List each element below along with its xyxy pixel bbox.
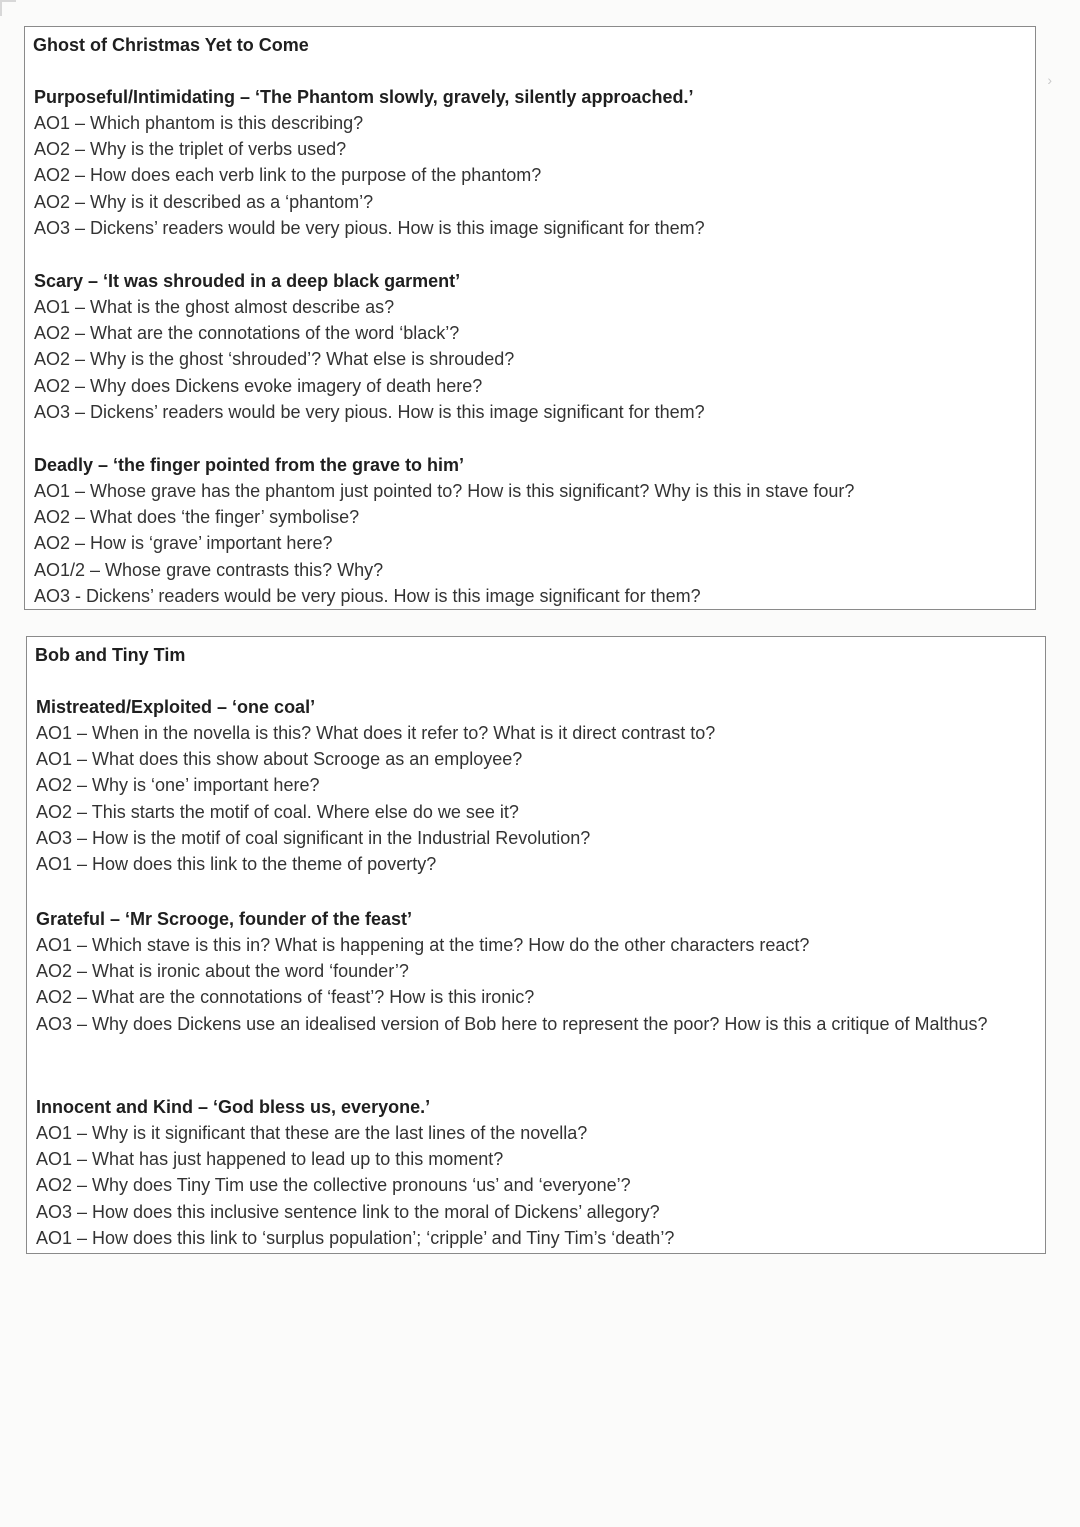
quote-heading: Innocent and Kind – ‘God bless us, everyone.’ xyxy=(36,1097,431,1117)
question-line: AO3 – How does this inclusive sentence link to the moral of Dickens’ allegory? xyxy=(36,1201,660,1222)
question-line: AO2 – How is ‘grave’ important here? xyxy=(34,533,333,554)
question-line: AO3 – Dickens’ readers would be very pious. How is this image significant for them? xyxy=(34,401,705,422)
quote-section xyxy=(34,268,1027,425)
question-line: AO1 – What is the ghost almost describe as? xyxy=(34,297,395,317)
question-line: AO1 – Why is it significant that these are the last lines of the novella? xyxy=(36,1123,588,1143)
quote-heading: Scary – ‘It was shrouded in a deep black garment’ xyxy=(34,271,461,291)
question-line: AO3 – How is the motif of coal significant in the Industrial Revolution? xyxy=(36,827,591,848)
question-line: AO1 – Which stave is this in? What is happening at the time? How do the other characters react? xyxy=(36,935,810,955)
card-bob-and-tiny-tim xyxy=(26,636,1046,1254)
question-line: AO3 – Dickens’ readers would be very pious. How is this image significant for them? xyxy=(34,217,705,238)
question-line: AO2 – What does ‘the finger’ symbolise? xyxy=(34,507,360,528)
question-line: AO1 – Which phantom is this describing? xyxy=(34,113,364,133)
quote-section xyxy=(36,694,1037,877)
question-line: AO1 – When in the novella is this? What does it refer to? What is it direct contrast to? xyxy=(36,723,716,743)
question-line: AO1 – Whose grave has the phantom just pointed to? How is this significant? Why is this in stave four? xyxy=(34,481,855,501)
quote-section xyxy=(36,1094,1037,1251)
card-title: Bob and Tiny Tim xyxy=(35,645,186,665)
quote-section xyxy=(34,452,1027,609)
quote-section xyxy=(34,84,1027,241)
question-line: AO2 – This starts the motif of coal. Where else do we see it? xyxy=(36,801,519,822)
quote-heading: Grateful – ‘Mr Scrooge, founder of the feast’ xyxy=(36,909,413,929)
question-line: AO1 – How does this link to the theme of poverty? xyxy=(36,854,437,875)
question-line: AO1 – What has just happened to lead up to this moment? xyxy=(36,1149,504,1170)
question-line: AO1 – What does this show about Scrooge as an employee? xyxy=(36,749,523,770)
page-corner-mark xyxy=(0,0,16,16)
question-line: AO3 - Dickens’ readers would be very pious. How is this image significant for them? xyxy=(34,585,701,606)
question-line: AO2 – Why does Tiny Tim use the collective pronouns ‘us’ and ‘everyone’? xyxy=(36,1175,631,1196)
question-line: AO2 – How does each verb link to the purpose of the phantom? xyxy=(34,165,542,186)
question-line: AO1/2 – Whose grave contrasts this? Why? xyxy=(34,559,384,580)
quote-heading: Deadly – ‘the finger pointed from the grave to him’ xyxy=(34,455,465,475)
question-line: AO2 – What are the connotations of ‘feast’? How is this ironic? xyxy=(36,987,535,1008)
question-line: AO2 – What are the connotations of the word ‘black’? xyxy=(34,323,460,344)
quote-section xyxy=(36,906,1037,1037)
question-line: AO2 – Why is the triplet of verbs used? xyxy=(34,139,347,160)
question-line: AO2 – What is ironic about the word ‘founder’? xyxy=(36,961,409,982)
question-line: AO3 – Why does Dickens use an idealised version of Bob here to represent the poor? How is this a critique of Malthus? xyxy=(36,1013,988,1034)
card-ghost-of-christmas-yet-to-come xyxy=(24,26,1036,610)
card-title: Ghost of Christmas Yet to Come xyxy=(33,35,309,55)
question-line: AO1 – How does this link to ‘surplus population’; ‘cripple’ and Tiny Tim’s ‘death’? xyxy=(36,1227,675,1248)
quote-heading: Mistreated/Exploited – ‘one coal’ xyxy=(36,697,316,717)
quote-heading: Purposeful/Intimidating – ‘The Phantom slowly, gravely, silently approached.’ xyxy=(34,87,694,107)
question-line: AO2 – Why does Dickens evoke imagery of death here? xyxy=(34,375,483,396)
question-line: AO2 – Why is the ghost ‘shrouded’? What else is shrouded? xyxy=(34,349,515,370)
question-line: AO2 – Why is ‘one’ important here? xyxy=(36,775,320,796)
scan-speck: › xyxy=(1047,72,1052,88)
question-line: AO2 – Why is it described as a ‘phantom’? xyxy=(34,191,374,212)
